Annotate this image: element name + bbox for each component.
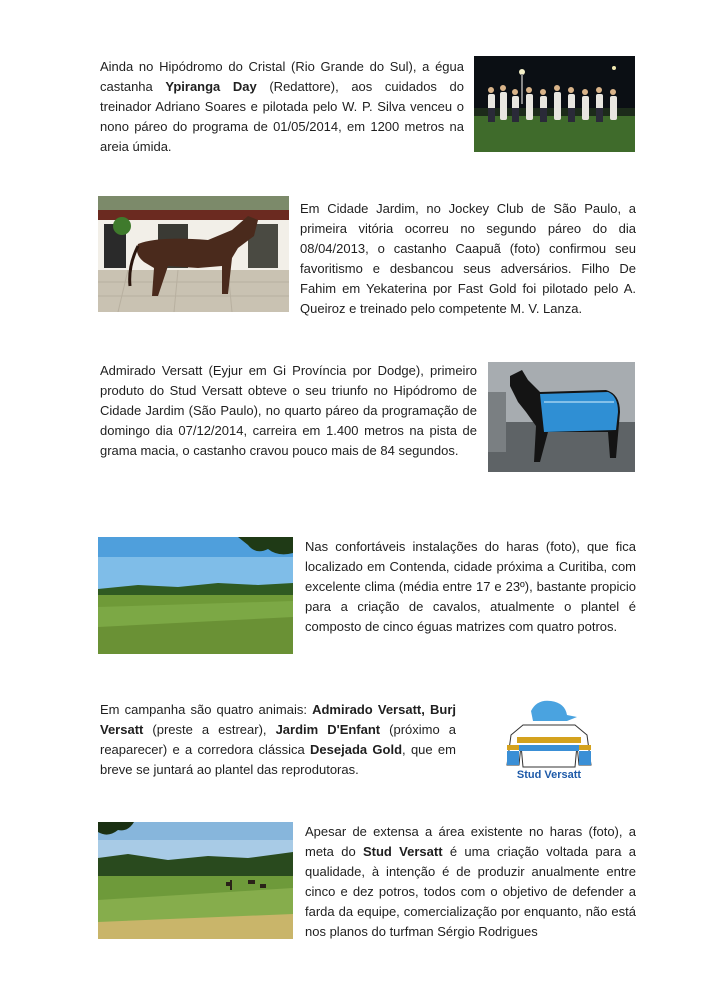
winners-circle-photo-icon [474,56,635,152]
pasture-field-photo-icon [98,537,293,654]
text-run: Ainda no Hipódromo do Cristal (Rio Grande do Sul), a égua castanha [100,59,464,94]
haras-field-photo-icon [98,822,293,939]
text-run: Em campanha são quatro animais: [100,702,313,717]
bold-text-run: Jardim D'Enfant [275,722,381,737]
stud-versatt-logo [493,695,605,783]
paragraph-admirado-versatt [100,361,477,461]
text-run: é uma criação voltada para a qualidade, à intenção é de produzir anualmente entre cinco e dez potros, todos com o objetivo de defender a farda da equipe, comercialização por enquanto, não está nos planos do turfman Sérgio Rodrigues [305,844,636,939]
text-run: Em Cidade Jardim, no Jockey Club de São Paulo, a primeira vitória ocorreu no segundo páreo do dia 08/04/2013, o castanho Caapuã (foto) confirmou seu favoritismo e desbancou seus adversários. Filho De Fahim em Yekaterina por Fast Gold foi pilotado pelo A. Queiroz e treinado pelo competente M. V. Lanza. [300,201,636,316]
text-run: Admirado Versatt (Eyjur em Gi Província por Dodge), primeiro produto do Stud Versatt obteve o seu triunfo no Hipódromo de Cidade Jardim (São Paulo), no quarto páreo da programação de domingo dia 07/12/2014, carreira em 1.400 metros na pista de grama macia, o castanho cravou pouco mais de 84 segundos. [100,363,477,458]
horse-stable-photo-icon [98,196,289,312]
paragraph-caapua [300,199,636,319]
horse-blanket-photo [488,362,635,472]
bold-text-run: Stud Versatt [362,844,443,859]
paragraph-em-campanha [100,700,456,780]
bold-text-run: Desejada Gold [310,742,403,757]
logo-text: Stud Versatt [516,769,582,781]
winners-circle-photo [474,56,635,152]
haras-field-photo [98,822,293,939]
horse-blanket-photo-icon [488,362,635,472]
paragraph-meta-stud-versatt [305,822,636,942]
paragraph-ypiranga-day [100,57,464,157]
text-run: (próximo a reaparecer) e a corredora clássica [100,722,456,757]
bold-text-run: Ypiranga Day [165,79,257,94]
paragraph-haras-contenda [305,537,636,637]
horse-stable-photo [98,196,289,312]
bold-text-run: Burj Versatt [100,702,456,737]
text-run: Nas confortáveis instalações do haras (foto), que fica localizado em Contenda, cidade próxima a Curitiba, com excelente clima (média entre 17 e 23º), bastante propicio para a criação de cavalos, atualmente o plantel é composto de cinco éguas matrizes com quatro potros. [305,539,636,634]
text-run: (Redattore), aos cuidados do treinador Adriano Soares e pilotada pelo W. P. Silva venceu o nono páreo do programa de 01/05/2014, em 1200 metros na areia úmida. [100,79,464,154]
pasture-field-photo [98,537,293,654]
text-run: Apesar de extensa a área existente no haras (foto), a meta do [305,824,636,859]
text-run: (preste a estrear), [143,722,276,737]
bold-text-run: Admirado Versatt, [312,702,425,717]
text-run: , que em breve se juntará ao plantel das reprodutoras. [100,742,456,777]
